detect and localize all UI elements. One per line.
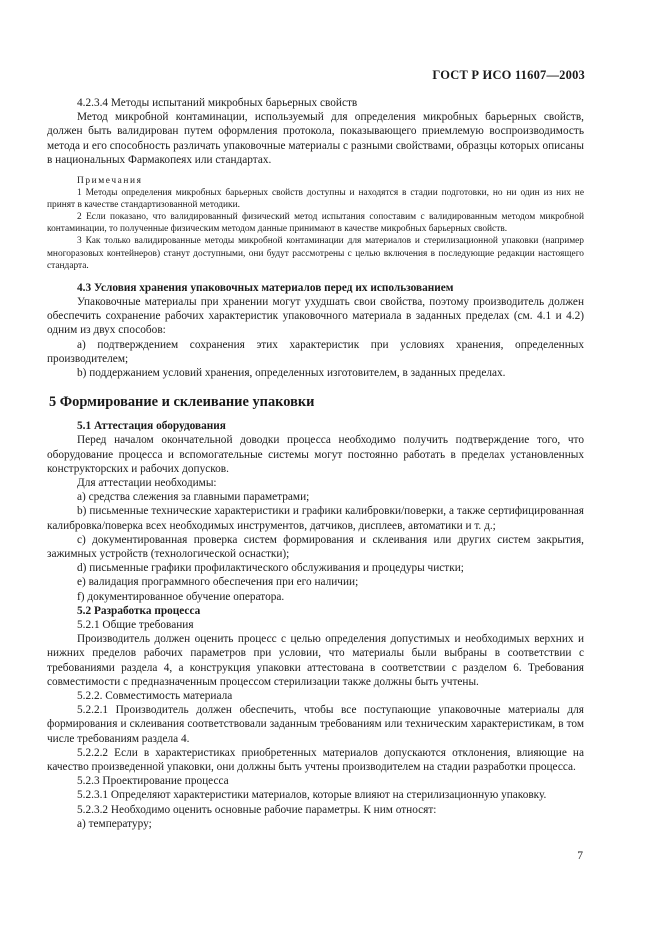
note-3: 3 Как только валидированные методы микробной контаминации для материалов и стерилизационной упаковки (например многоразовых контейнеров) станут доступными, они будут рассмотрены с целью включения в последующие редакции настоящего стандарта. — [47, 236, 584, 271]
list-item: b) письменные технические характеристики и графики калибровки/поверки, а также сертифицированная калибровка/поверка всех необходимых инструментов, датчиков, дисплеев, автоматики и т. д.; — [47, 505, 584, 532]
paragraph: 5.2.3.1 Определяют характеристики материалов, которые влияют на стерилизационную упаковку. — [77, 789, 547, 802]
list-item: а) подтверждением сохранения этих характеристик при условиях хранения, определенных производителем; — [47, 338, 584, 365]
paragraph: 5.2.2.1 Производитель должен обеспечить, чтобы все поступающие упаковочные материалы для формирования и склеивания соответствовали заданным требованиям или техническим характеристикам, в том числе требованиям раздела 4. — [47, 704, 584, 745]
document-body — [47, 96, 584, 831]
paragraph: Метод микробной контаминации, используемый для определения микробных барьерных свойств, должен быть валидирован путем оформления протокола, показывающего приемлемую воспроизводимость метода и его способность различать упаковочные материалы с разными свойствами, образцы которых описаны в национальных Фармакопеях или стандартах. — [47, 111, 584, 166]
list-item: d) письменные графики профилактического обслуживания и процедуры чистки; — [77, 562, 464, 575]
note-2: 2 Если показано, что валидированный физический метод испытания сопоставим с валидированным методом микробной контаминации, то полученные физическим методом данные принимают в качестве микробных барьерных свойств. — [47, 212, 584, 235]
paragraph: Производитель должен оценить процесс с целью определения допустимых и необходимых верхних и нижних пределов рабочих параметров при условии, что материалы были выбраны в соответствии с требованиями раздела 4, а конструкция упаковки аттестована в соответствии с разделом 6. Требования совместимости с предназначенным процессом стерилизации также должны быть учтены. — [47, 633, 584, 688]
note-1: 1 Методы определения микробных барьерных свойств доступны и находятся в стадии подготовки, но ни один из них не принят в качестве стандартизованной методики. — [47, 188, 584, 211]
list-item: а) температуру; — [77, 817, 152, 830]
section-4-3-heading: 4.3 Условия хранения упаковочных материалов перед их использованием — [77, 281, 454, 294]
paragraph: Упаковочные материалы при хранении могут ухудшать свои свойства, поэтому производитель должен обеспечить сохранение рабочих характеристик упаковочного материала в заданных пределах (см. 4.1 и 4.2) одним из двух способов: — [47, 295, 584, 337]
subsection-heading: 5.2.1 Общие требования — [77, 619, 194, 632]
paragraph: Перед началом окончательной доводки процесса необходимо получить подтверждение того, что оборудование процесса и вспомогательные системы могут постоянно работать в пределах установленных конструкторских и рабочих допусков. — [47, 434, 584, 475]
page-number: 7 — [577, 850, 583, 862]
list-item: e) валидация программного обеспечения при его наличии; — [77, 576, 359, 589]
subsection-heading: 5.2.3 Проектирование процесса — [77, 775, 229, 788]
subsection-heading: 5.2.2. Совместимость материала — [77, 690, 233, 703]
list-item: а) средства слежения за главными параметрами; — [77, 491, 310, 504]
list-item: b) поддержанием условий хранения, определенных изготовителем, в заданных пределах. — [77, 366, 506, 379]
paragraph: Для аттестации необходимы: — [77, 477, 217, 489]
list-item: f) документированное обучение оператора. — [77, 590, 285, 603]
subsection-heading: 4.2.3.4 Методы испытаний микробных барьерных свойств — [77, 97, 358, 109]
section-5-1-heading: 5.1 Аттестация оборудования — [77, 420, 226, 433]
paragraph: 5.2.3.2 Необходимо оценить основные рабочие параметры. К ним относят: — [77, 803, 437, 816]
section-5-heading: 5 Формирование и склеивание упаковки — [49, 394, 315, 411]
notes-title: Примечания — [77, 176, 143, 187]
list-item: с) документированная проверка систем формирования и склеивания или других систем закрытия, зажимных устройств (технологической оснастки); — [47, 533, 584, 561]
section-5-2-heading: 5.2 Разработка процесса — [77, 604, 201, 617]
paragraph: 5.2.2.2 Если в характеристиках приобретенных материалов допускаются отклонения, влияющие на качество произведенной упаковки, они должны быть учтены производителем на стадии разработки процесса. — [47, 746, 584, 774]
standard-header: ГОСТ Р ИСО 11607—2003 — [432, 68, 585, 82]
